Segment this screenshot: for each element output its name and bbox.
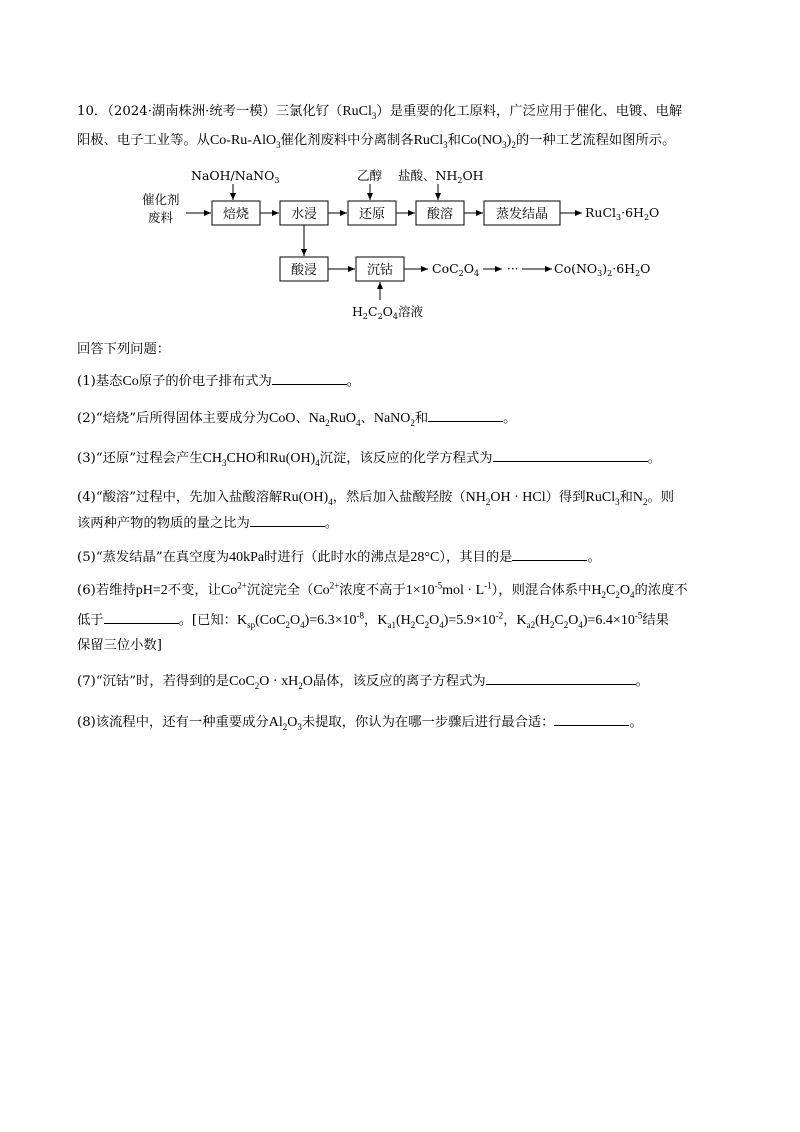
- question-line-2: 阳极、电子工业等。从Co-Ru-AlO$_3$催化剂废料中分离制各RuCl$_3$和$Co(NO_3)_2$的一种工艺流程如图所示。: [77, 133, 676, 150]
- intermediate-coc2o4: $CoC_2O_4$: [432, 261, 480, 278]
- formula-cobalt-nitrate: $Co(NO_3)_2$: [460, 133, 516, 150]
- answer-intro: 回答下列问题：: [77, 342, 171, 357]
- question-6-line-2: 低于 。[已知：$K_{sp}(CoC_2O_4)=6.3\times 10^{-8}$，$K_{a1}(H_2C_2O_4)=5.9\times 10^{-2}$，$K_{a2}(H_2C_2O_4)=6.4\times 10^{-5}$结果: [77, 610, 669, 630]
- svg-text:沉钴: 沉钴: [366, 263, 394, 278]
- answer-blank-1[interactable]: [272, 372, 347, 385]
- answer-blank-8[interactable]: [554, 713, 629, 726]
- question-source: （2024·湖南株洲·统考一模）: [107, 104, 276, 119]
- answer-blank-3[interactable]: [493, 449, 648, 462]
- question-6-line-3: 保留三位小数]: [77, 638, 162, 653]
- product-rucl3: $RuCl_3\cdot 6H_2O$: [585, 205, 660, 222]
- product-cobalt-nitrate: $Co(NO_3)_2\cdot 6H_2O$: [554, 261, 651, 278]
- reagent-naoh-nano3: NaOH/NaNO$_3$: [191, 168, 280, 185]
- svg-text:···: ···: [507, 262, 519, 276]
- svg-text:水浸: 水浸: [290, 207, 318, 222]
- reagent-oxalic-acid: $H_2C_2O_4$溶液: [352, 304, 424, 321]
- question-number: 10．: [77, 104, 108, 119]
- reagent-hcl-nh2oh: 盐酸、$NH_2OH$: [398, 168, 484, 185]
- svg-text:焙烧: 焙烧: [222, 207, 250, 222]
- answer-blank-2[interactable]: [428, 409, 503, 422]
- svg-text:酸溶: 酸溶: [426, 207, 454, 222]
- svg-text:蒸发结晶: 蒸发结晶: [495, 207, 549, 222]
- reagent-ethanol: 乙醇: [357, 168, 383, 183]
- question-2: (2)“焙烧”后所得固体主要成分为CoO、$Na_2RuO_4$、NaNO$_2$和 。: [77, 411, 517, 428]
- answer-blank-4[interactable]: [250, 514, 325, 527]
- question-1: (1)基态Co原子的价电子排布式为 。: [77, 374, 361, 389]
- formula-rucl3: RuCl$_3$: [342, 104, 377, 121]
- question-7: (7)“沉钴”时，若得到的是$CoC_2O \cdot xH_2O$晶体，该反应的离子方程式为 。: [77, 674, 649, 691]
- formula-catalyst: Co-Ru-AlO$_3$: [209, 133, 281, 150]
- svg-text:还原: 还原: [358, 207, 386, 222]
- question-4-line-1: (4)“酸溶”过程中，先加入盐酸溶解$Ru(OH)_4$，然后加入盐酸羟胺$(NH_2OH \cdot HCl)$得到RuCl$_3$和$N_2$。则: [77, 490, 675, 507]
- answer-blank-5[interactable]: [512, 548, 587, 561]
- question-3: (3)“还原”过程会产生$CH_3CHO$和$Ru(OH)_4$沉淀，该反应的化学方程式为 。: [77, 451, 661, 468]
- question-4-line-2: 该两种产物的物质的量之比为 。: [77, 516, 339, 531]
- input-label-2: 废料: [148, 210, 174, 225]
- answer-blank-6[interactable]: [104, 611, 179, 624]
- question-line-1: 10．（2024·湖南株洲·统考一模）三氯化钌（RuCl$_3$）是重要的化工原料，广泛应用于催化、电镀、电解: [77, 104, 683, 121]
- svg-text:酸浸: 酸浸: [290, 263, 318, 278]
- question-6-line-1: (6)若维持pH=2不变，让$Co^{2+}$沉淀完全（$Co^{2+}$浓度不高于$1\times 10^{-5}mol \cdot L^{-1}$），则混合体系中$H_2C_2O_4$的浓度不: [77, 580, 688, 600]
- question-8: (8)该流程中，还有一种重要成分$Al_2O_3$未提取，你认为在哪一步骤后进行最合适： 。: [77, 715, 643, 732]
- answer-blank-7[interactable]: [486, 672, 636, 685]
- input-label-1: 催化剂: [142, 192, 180, 207]
- process-flowchart: [0, 160, 800, 330]
- question-5: (5)“蒸发结晶”在真空度为40kPa时进行（此时水的沸点是28°C），其目的是 。: [77, 550, 601, 565]
